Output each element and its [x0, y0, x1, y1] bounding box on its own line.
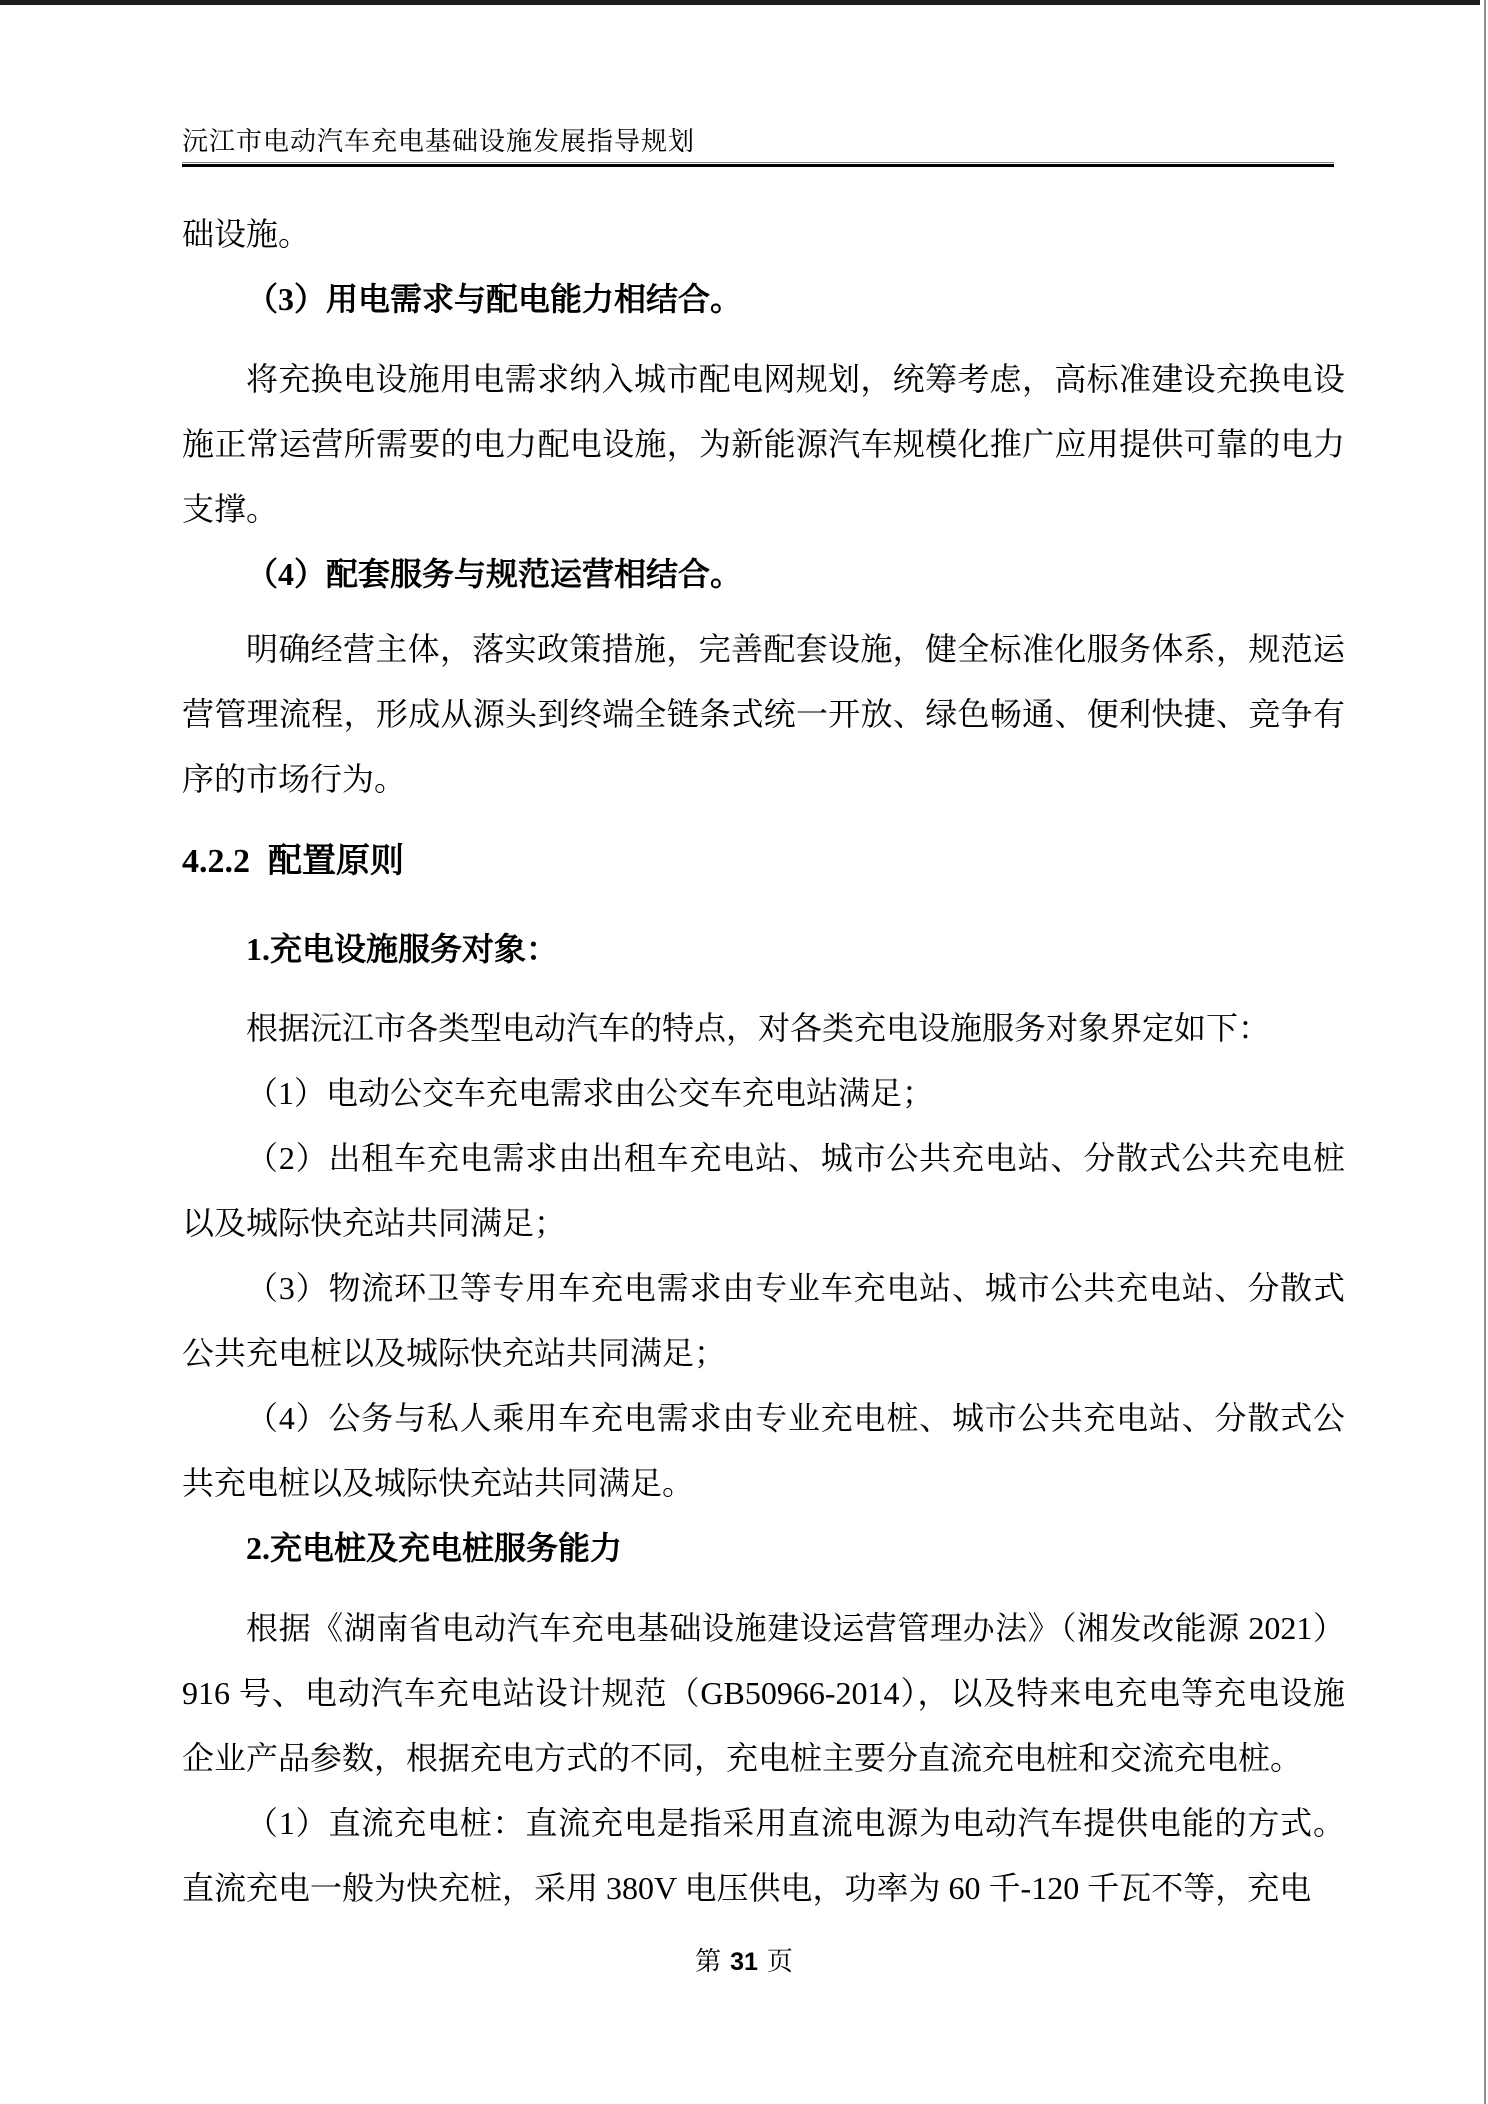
section-title: 配置原则 — [268, 843, 404, 880]
page-right-edge — [1484, 0, 1486, 2104]
list-item-1: （1）电动公交车充电需求由公交车充电站满足； — [246, 1075, 935, 1111]
list-item-4: （4）公务与私人乘用车充电需求由专业充电桩、城市公共充电站、分散式公共充电桩以及城际快充站共同满足。 — [182, 1400, 1345, 1501]
list-item-2: （2）出租车充电需求由出租车充电站、城市公共充电站、分散式公共充电桩以及城际快充站共同满足； — [182, 1140, 1345, 1241]
page-top-edge — [0, 0, 1480, 5]
page-footer — [0, 1942, 1488, 1982]
subheading-principle-3: （3）用电需求与配电能力相结合。 — [246, 281, 743, 317]
paragraph: 根据沅江市各类型电动汽车的特点，对各类充电设施服务对象界定如下： — [246, 1010, 1271, 1046]
document-body — [182, 202, 1345, 1921]
paragraph-continuation: 础设施。 — [182, 216, 311, 252]
paragraph: 明确经营主体，落实政策措施，完善配套设施，健全标准化服务体系，规范运营管理流程，形成从源头到终端全链条式统一开放、绿色畅通、便利快捷、竞争有序的市场行为。 — [182, 631, 1345, 797]
paragraph: 根据《湖南省电动汽车充电基础设施建设运营管理办法》（湘发改能源 2021）916 号、电动汽车充电站设计规范（GB50966-2014），以及特来电充电等充电设施企业产品参数，根据充电方式的不同，充电桩主要分直流充电桩和交流充电桩。 — [182, 1610, 1345, 1776]
header-rule — [182, 162, 1334, 167]
paragraph: 将充换电设施用电需求纳入城市配电网规划，统筹考虑，高标准建设充换电设施正常运营所需要的电力配电设施，为新能源汽车规模化推广应用提供可靠的电力支撑。 — [182, 361, 1345, 527]
subheading-service-targets: 1.充电设施服务对象： — [246, 931, 559, 967]
list-item-3: （3）物流环卫等专用车充电需求由专业车充电站、城市公共充电站、分散式公共充电桩以及城际快充站共同满足； — [182, 1270, 1345, 1371]
section-heading-4-2-2 — [182, 829, 1345, 894]
page-header — [182, 126, 1334, 167]
page-number-prefix: 第 — [695, 1947, 722, 1976]
page-number: 31 — [730, 1948, 758, 1976]
subheading-pile-capacity: 2.充电桩及充电桩服务能力 — [246, 1530, 623, 1566]
page-number-suffix: 页 — [766, 1947, 793, 1976]
header-title: 沅江市电动汽车充电基础设施发展指导规划 — [182, 127, 696, 156]
subheading-principle-4: （4）配套服务与规范运营相结合。 — [246, 556, 743, 592]
section-number: 4.2.2 — [182, 843, 250, 880]
paragraph: （1）直流充电桩：直流充电是指采用直流电源为电动汽车提供电能的方式。直流充电一般为快充桩，采用 380V 电压供电，功率为 60 千-120 千瓦不等，充电 — [182, 1805, 1345, 1906]
